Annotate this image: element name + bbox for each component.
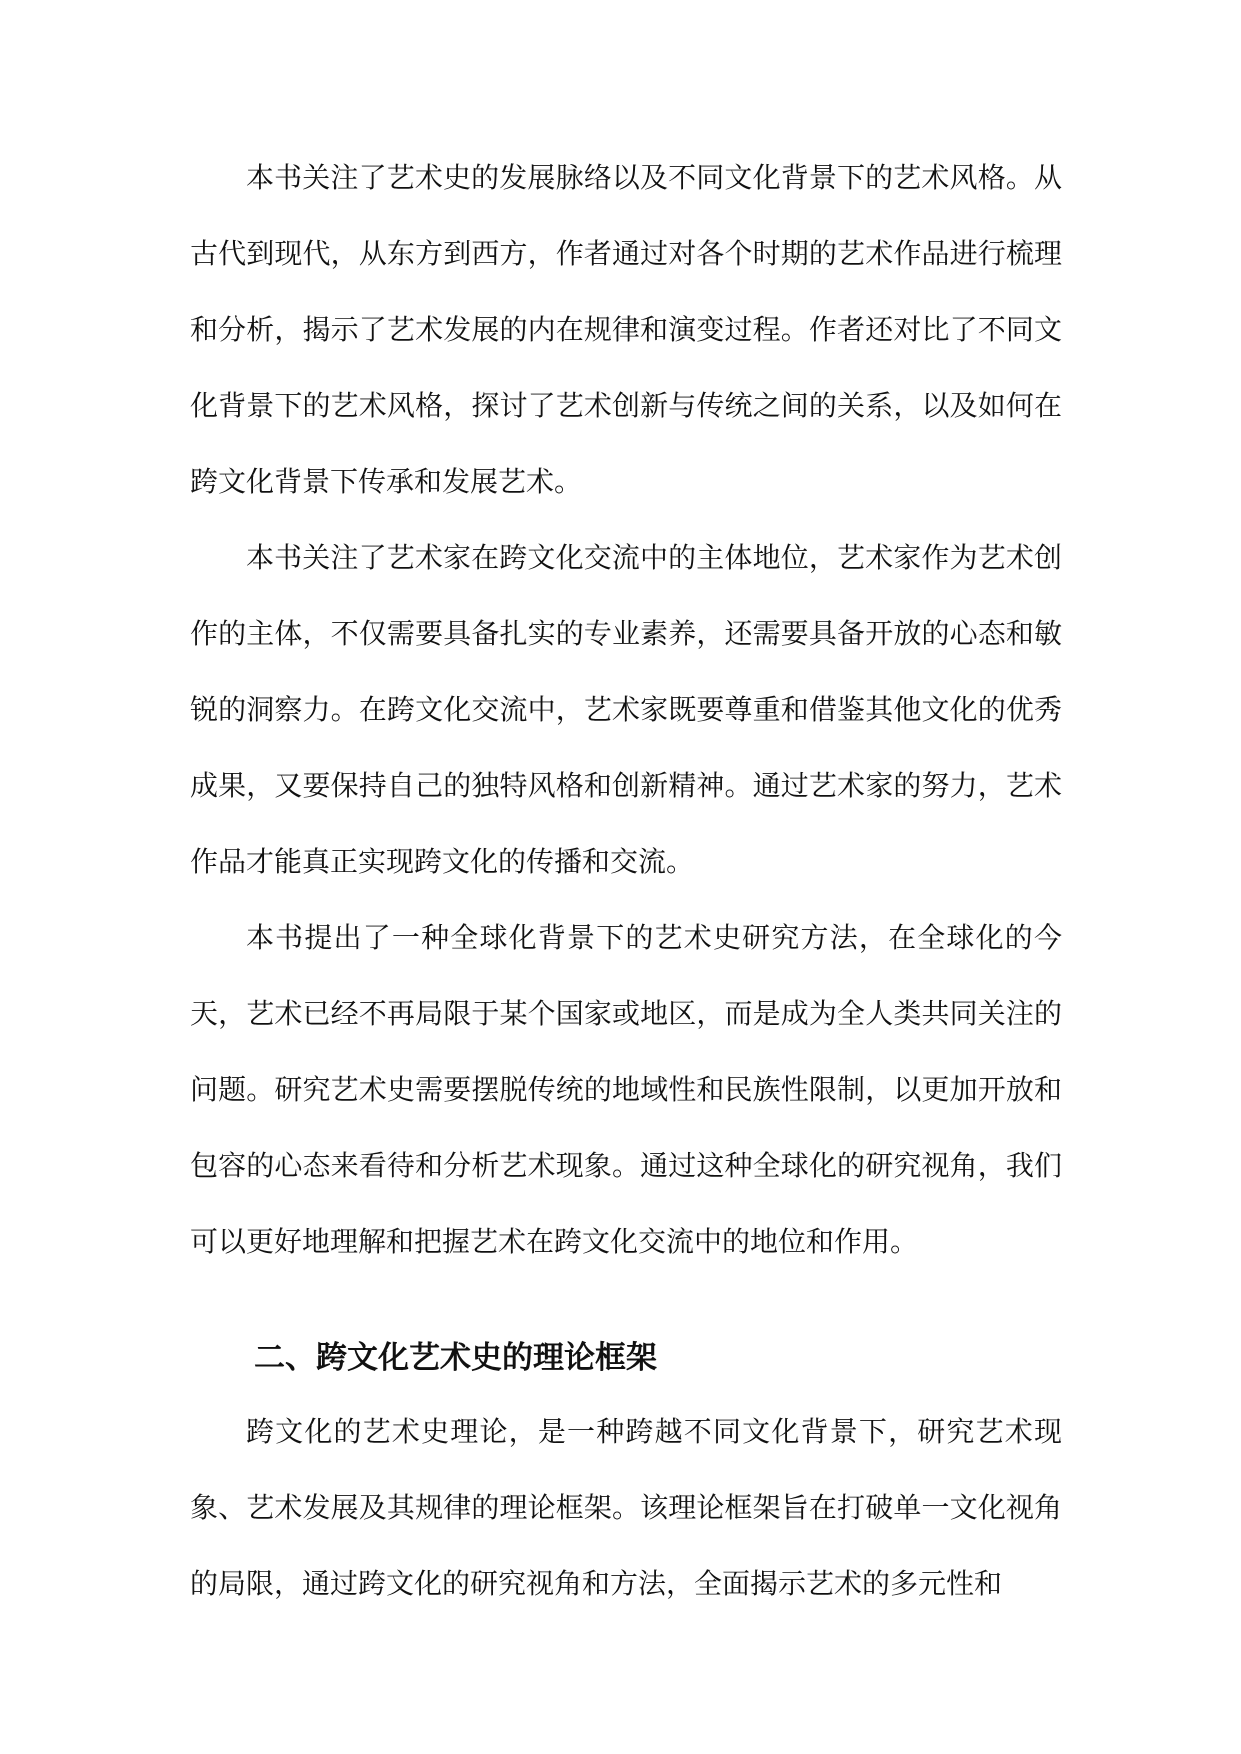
paragraph-art-history-styles: 本书关注了艺术史的发展脉络以及不同文化背景下的艺术风格。从古代到现代，从东方到西方，作者通过对各个时期的艺术作品进行梳理和分析，揭示了艺术发展的内在规律和演变过程。作者还对比了不同文化背景下的艺术风格，探讨了艺术创新与传统之间的关系，以及如何在跨文化背景下传承和发展艺术。 (190, 161, 1062, 498)
document-body (190, 140, 1062, 1622)
paragraph-artist-role: 本书关注了艺术家在跨文化交流中的主体地位，艺术家作为艺术创作的主体，不仅需要具备扎实的专业素养，还需要具备开放的心态和敏锐的洞察力。在跨文化交流中，艺术家既要尊重和借鉴其他文化的优秀成果，又要保持自己的独特风格和创新精神。通过艺术家的努力，艺术作品才能真正实现跨文化的传播和交流。 (190, 541, 1062, 878)
paragraph-global-method: 本书提出了一种全球化背景下的艺术史研究方法，在全球化的今天，艺术已经不再局限于某个国家或地区，而是成为全人类共同关注的问题。研究艺术史需要摆脱传统的地域性和民族性限制，以更加开放和包容的心态来看待和分析艺术现象。通过这种全球化的研究视角，我们可以更好地理解和把握艺术在跨文化交流中的地位和作用。 (190, 921, 1062, 1258)
section-heading: 二、跨文化艺术史的理论框架 (254, 1340, 657, 1376)
paragraph-theory-framework: 跨文化的艺术史理论，是一种跨越不同文化背景下，研究艺术现象、艺术发展及其规律的理论框架。该理论框架旨在打破单一文化视角的局限，通过跨文化的研究视角和方法，全面揭示艺术的多元性和 (190, 1415, 1062, 1600)
